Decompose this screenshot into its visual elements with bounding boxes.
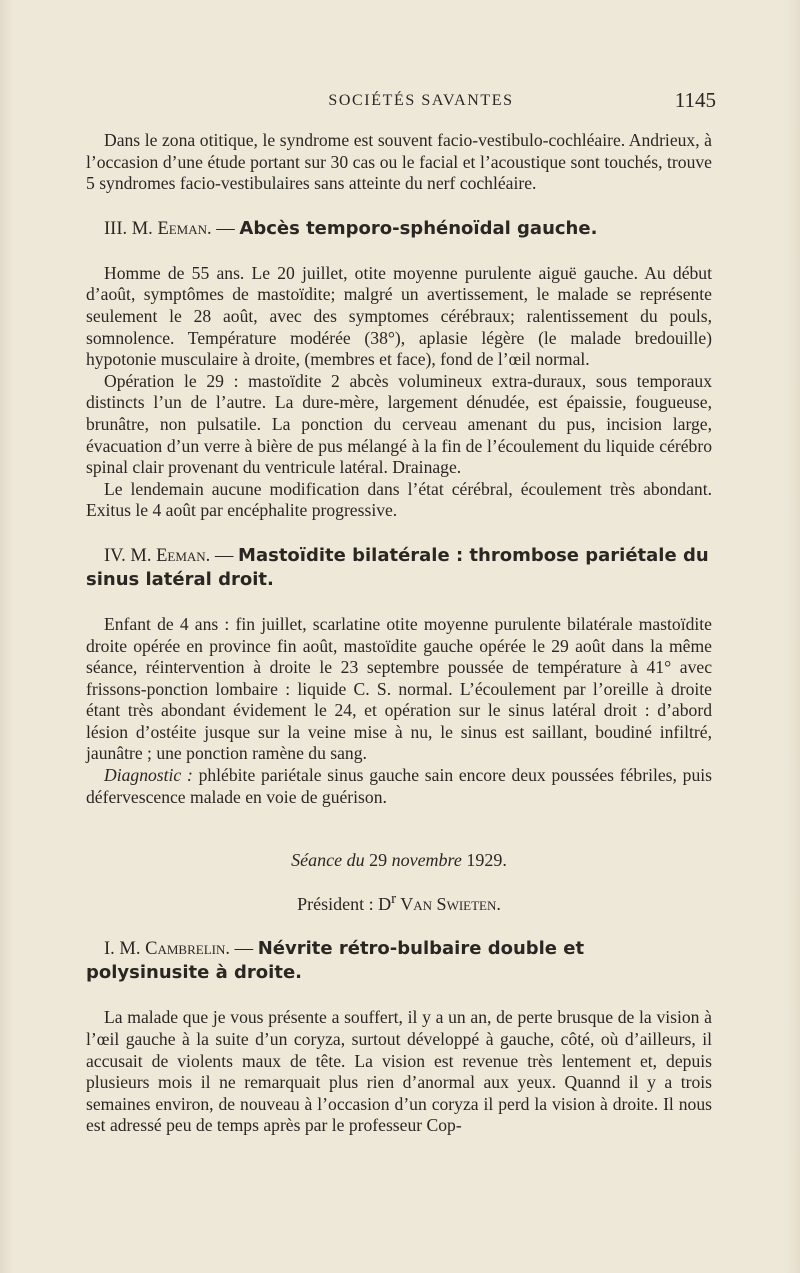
section-1-number: I. M. <box>104 939 141 960</box>
page-number: 1145 <box>674 88 716 112</box>
seance-day: 29 <box>364 850 392 871</box>
section-1-heading <box>86 937 712 985</box>
section-3-paragraph-3: Le lendemain aucune modification dans l’état cérébral, écoulement très abondant. Exitus le 4 août par encéphalite progressive. <box>86 478 712 521</box>
seance-year: 1929. <box>461 850 507 871</box>
running-head: SOCIÉTÉS SAVANTES <box>328 92 514 109</box>
section-4-paragraph: Enfant de 4 ans : fin juillet, scarlatine otite moyenne purulente bilatérale mastoïdite droite opérée en province fin août, mastoïdite gauche opérée le 29 août dans la même séance, réintervention à droite le 23 septembre poussée de température à 41° avec frissons-ponction lombaire : liquide C. S. normal. L’écoulement par l’oreille à droite étant très abondant évidement le 24, et opération sur le sinus latéral droit : d’abord lésion d’ostéite jusque sur la veine mise à nu, le sinus est saillant, boudiné infiltré, jaunâtre ; une ponction ramène du sang. <box>86 613 712 764</box>
section-1-paragraph: La malade que je vous présente a souffert, il y a un an, de perte brusque de la vision à l’œil gauche à la suite d’un coryza, surtout développé à gauche, côté, où d’ailleurs, il accusait de violents maux de tête. La vision est revenue très lentement et, depuis plusieurs mois il ne remarquait plus rien d’anormal aux yeux. Quannd il y a trois semaines environ, de nouveau à l’occasion d’un coryza il perd la vision à droite. Il nous est adressé peu de temps après par le professeur Cop- <box>86 1007 712 1136</box>
section-3-paragraph-2: Opération le 29 : mastoïdite 2 abcès volumineux extra-duraux, sous temporaux distincts l’un de l’autre. La dure-mère, largement dénudée, est épaissie, fougueuse, brunâtre, non pulsatile. La ponction du cerveau amenant du pus, incision large, évacuation d’un verre à bière de pus mélangé à la fin de l’écoulement du liquide cérébro spinal clair provenant du ventricule latéral. Drainage. <box>86 370 712 478</box>
section-4-heading <box>86 544 712 592</box>
section-3-dash: . — <box>207 218 235 239</box>
section-1-author: Cambrelin <box>145 939 226 960</box>
diagnostic-text: phlébite pariétale sinus gauche sain encore deux poussées fébriles, puis défervescence malade en voie de guérison. <box>86 765 712 807</box>
section-1-dash: . — <box>225 939 254 960</box>
section-3-title: Abcès temporo-sphénoïdal gauche. <box>239 217 598 239</box>
president-line <box>86 889 712 916</box>
president-title-sup: r <box>391 890 397 907</box>
article-body <box>86 130 712 1137</box>
section-4-author: Eeman <box>156 545 206 566</box>
section-3-heading <box>86 217 712 241</box>
section-4-number: IV. M. <box>104 545 152 566</box>
seance-month: novembre <box>391 850 462 871</box>
seance-date <box>86 850 712 872</box>
section-3-paragraph-1: Homme de 55 ans. Le 20 juillet, otite moyenne purulente aiguë gauche. Au début d’août, symptômes de mastoïdite; malgré un avertissement, le malade se représente seulement le 28 août, avec des symptomes cérébraux; ralentissement du pouls, somnolence. Température modérée (38°), aplasie légère (le malade bredouille) hypotonie musculaire à droite, (membres et face), fond de l’œil normal. <box>86 262 712 370</box>
seance-prefix: Séance du <box>291 850 365 871</box>
section-4-diagnostic <box>86 765 712 808</box>
intro-paragraph: Dans le zona otitique, le syndrome est souvent facio-vestibulo-cochléaire. Andrieux, à l’occasion d’une étude portant sur 30 cas ou le facial et l’acoustique sont touchés, trouve 5 syndromes facio-vestibulaires sans atteinte du nerf cochléaire. <box>86 130 712 194</box>
section-3-author: Eeman <box>157 218 208 239</box>
president-label: Président : D <box>297 893 392 914</box>
section-4-dash: . — <box>205 545 234 566</box>
section-1-title: Névrite rétro-bulbaire double et polysinusite à droite. <box>86 938 585 984</box>
diagnostic-label: Diagnostic : <box>104 765 193 786</box>
section-4-title: Mastoïdite bilatérale : thrombose pariétale du sinus latéral droit. <box>86 544 709 590</box>
page-header <box>86 88 716 118</box>
section-3-number: III. M. <box>104 218 153 239</box>
president-name: Van Swieten. <box>396 893 501 914</box>
